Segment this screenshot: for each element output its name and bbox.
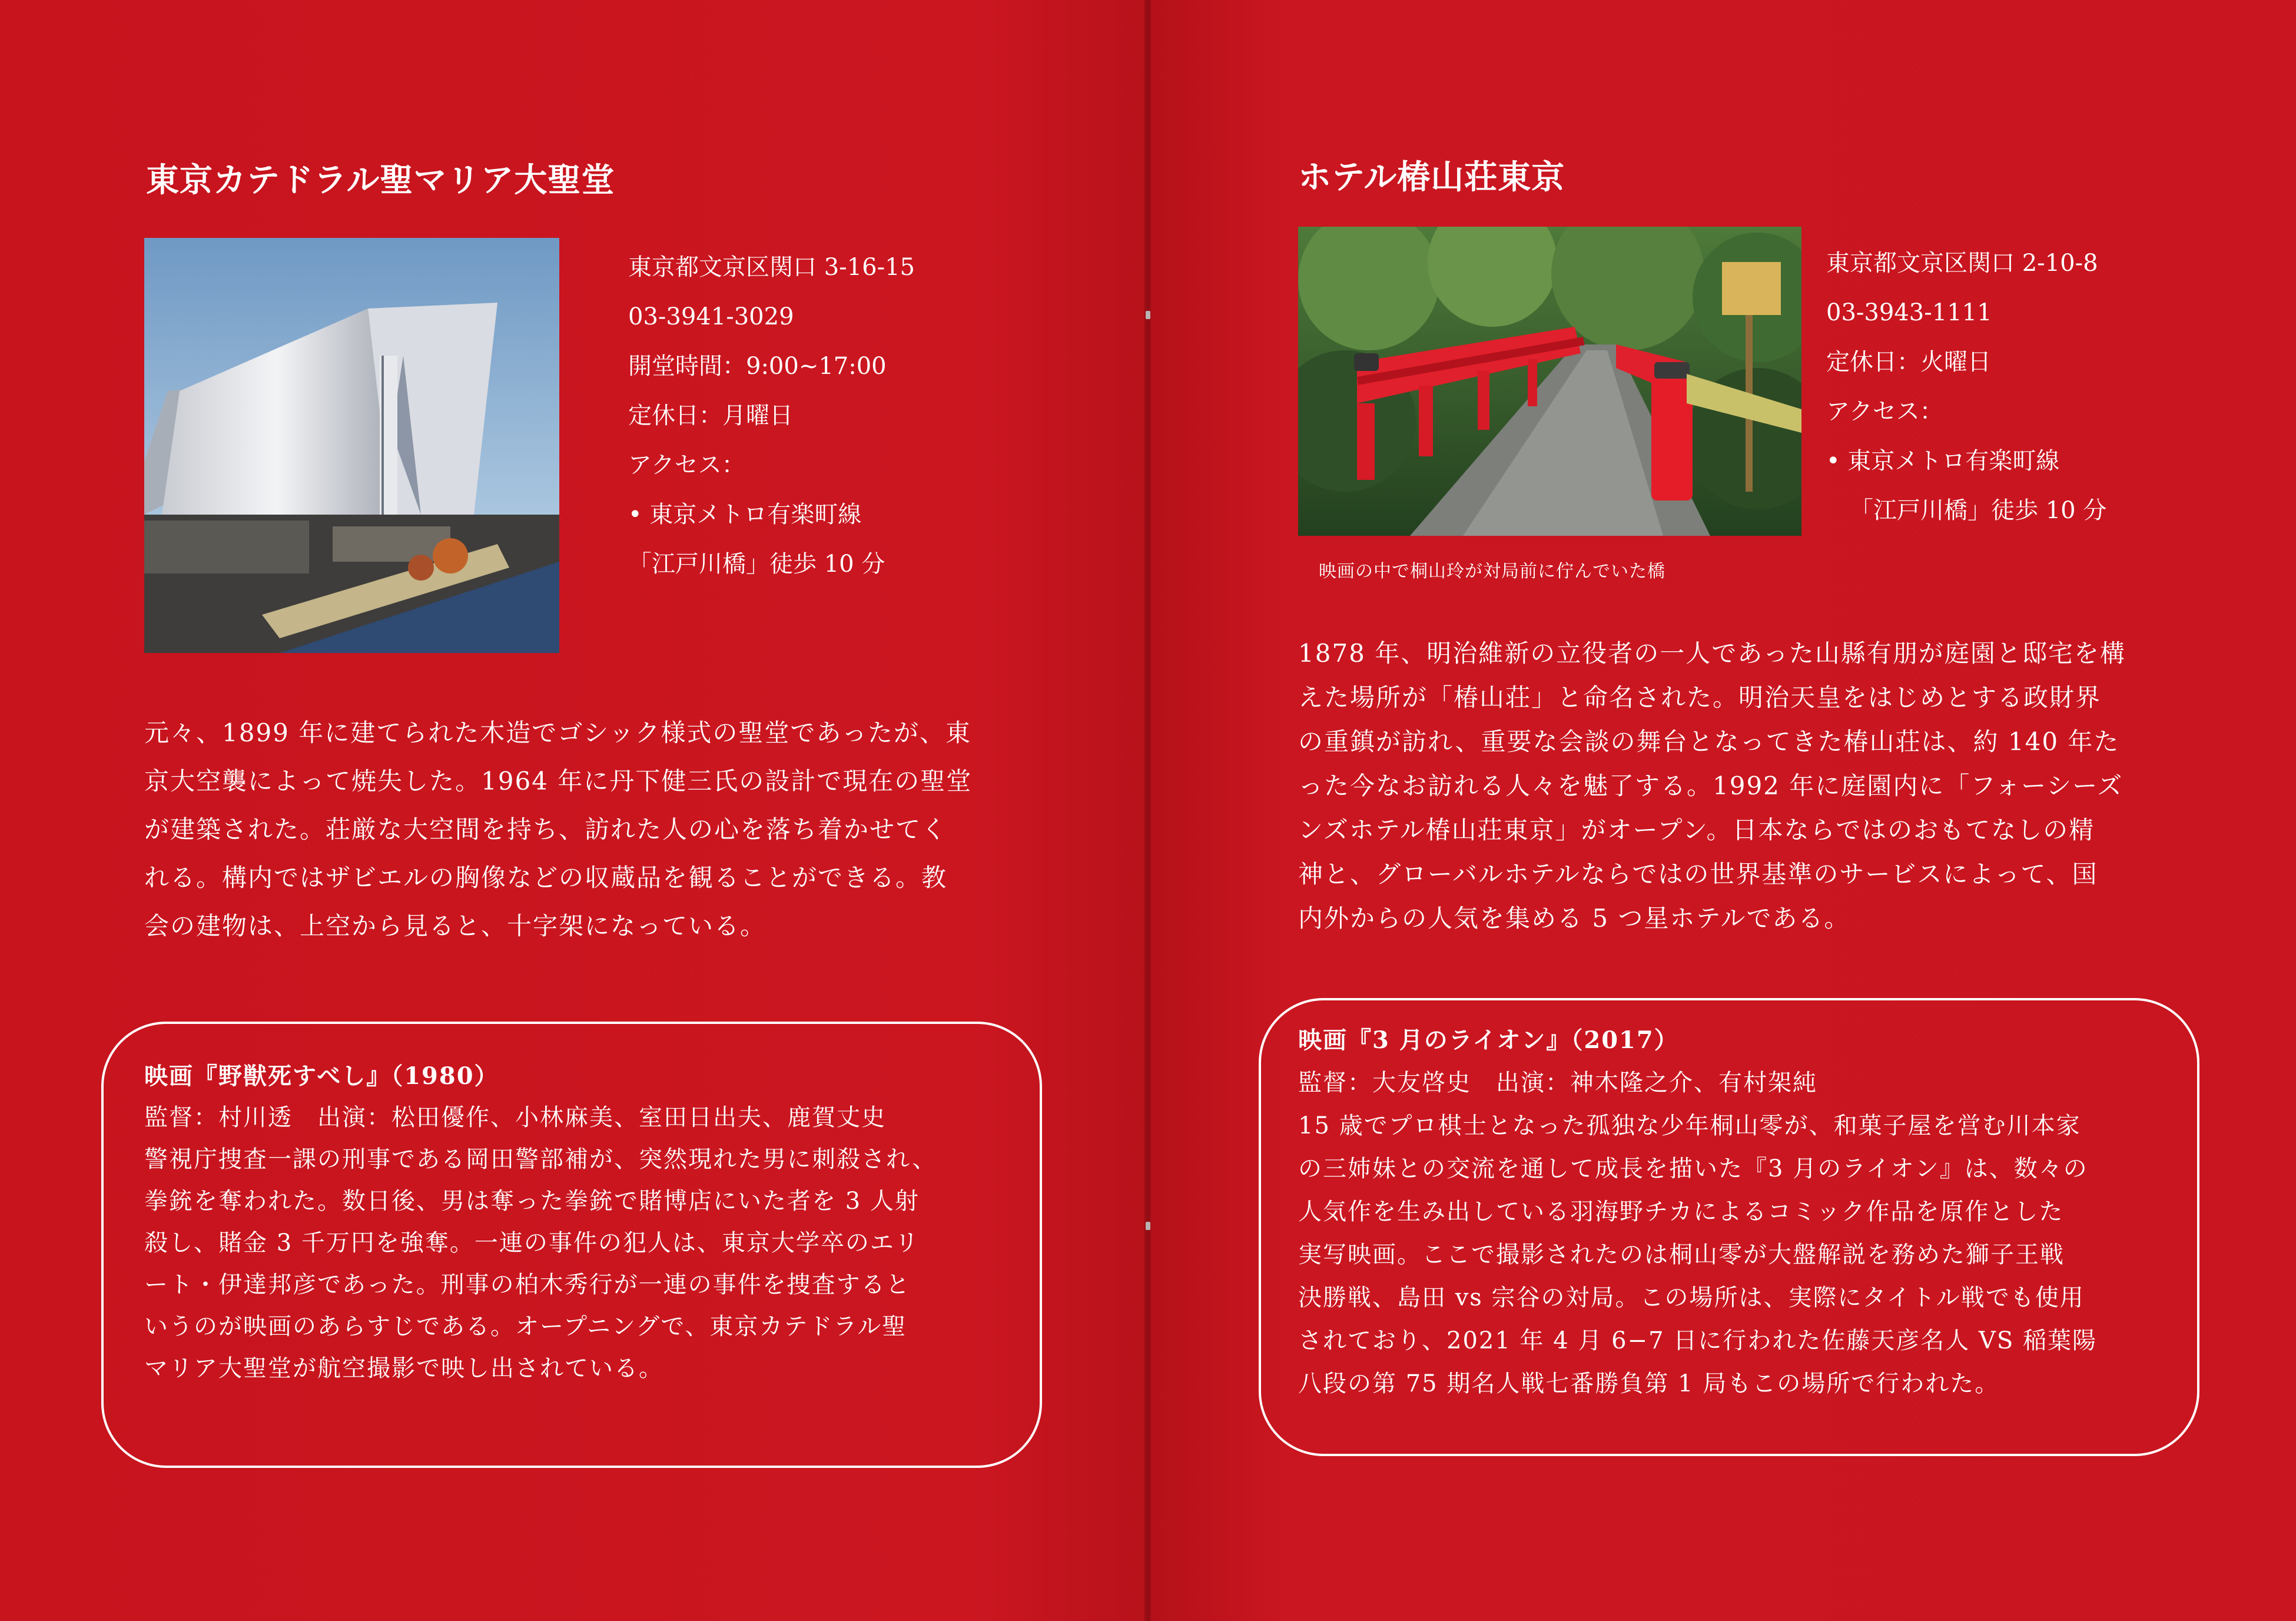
movie-title: 映画『3 月のライオン』（2017） [1298,1026,1679,1054]
access-line: • 東京メトロ有楽町線 [1826,447,2060,475]
movie-line: 警視庁捜査一課の刑事である岡田警部補が、突然現れた男に刺殺され、 [144,1146,937,1173]
paragraph-line: 1878 年、明治維新の立役者の一人であった山縣有朋が庭園と邸宅を構 [1298,639,2126,668]
movie-line: 拳銃を奪われた。数日後、男は奪った拳銃で賭博店にいた者を 3 人射 [144,1188,920,1215]
movie-line: の三姉妹との交流を通して成長を描いた『3 月のライオン』は、数々の [1298,1155,2088,1182]
cathedral-photo [144,238,559,653]
paragraph-line: が建築された。荘厳な大空間を持ち、訪れた人の心を落ち着かせてく [144,815,948,844]
paragraph-line: 内外からの人気を集める 5 つ星ホテルである。 [1298,904,1850,933]
closed-day: 定休日：月曜日 [628,402,793,429]
photo-caption: 映画の中で桐山玲が対局前に佇んでいた橋 [1319,561,1665,582]
movie-line: 殺し、賭金 3 千万円を強奪。一連の事件の犯人は、東京大学卒のエリ [144,1229,920,1257]
paragraph-line: 神と、グローバルホテルならではの世界基準のサービスによって、国 [1298,860,2098,889]
staple-top [1146,311,1150,319]
movie-line: ート・伊達邦彦であった。刑事の柏木秀行が一連の事件を捜査すると [144,1271,911,1298]
access-station: 「江戸川橋」徒歩 10 分 [1850,497,2107,524]
right-page [1151,0,2296,1621]
movie-line: 15 歳でプロ棋士となった孤独な少年桐山零が、和菓子屋を営む川本家 [1298,1112,2081,1139]
access-line: • 東京メトロ有楽町線 [628,501,862,528]
access-label: アクセス： [628,452,745,479]
movie-line: 監督：村川透 出演：松田優作、小林麻美、室田日出夫、鹿賀丈史 [144,1104,886,1131]
movie-line: 実写映画。ここで撮影されたのは桐山零が大盤解説を務めた獅子王戦 [1298,1241,2065,1268]
paragraph-line: った今なお訪れる人々を魅了する。1992 年に庭園内に「フォーシーズ [1298,771,2124,800]
cathedral-description [144,709,972,950]
paragraph-line: ンズホテル椿山荘東京」がオープン。日本ならではのおもてなしの精 [1298,816,2095,844]
paragraph-line: 京大空襲によって焼失した。1964 年に丹下健三氏の設計で現在の聖堂 [144,767,973,795]
movie-info-right [1298,1019,2097,1405]
cathedral-title: 東京カテドラル聖マリア大聖堂 [146,161,615,200]
paragraph-line: れる。構内ではザビエルの胸像などの収蔵品を観ることができる。教 [144,863,948,892]
hotel-title: ホテル椿山荘東京 [1298,158,1565,197]
phone: 03-3941-3029 [628,303,794,330]
left-page [0,0,1145,1621]
movie-title: 映画『野獣死すべし』（1980） [144,1062,499,1090]
access-station: 「江戸川橋」徒歩 10 分 [628,551,885,578]
movie-line: 監督：大友啓史 出演：神木隆之介、有村架純 [1298,1069,1817,1096]
address: 東京都文京区関口 2-10-8 [1826,250,2098,277]
movie-line: いうのが映画のあらすじである。オープニングで、東京カテドラル聖 [144,1313,907,1340]
paragraph-line: えた場所が「椿山荘」と命名された。明治天皇をはじめとする政財界 [1298,683,2102,712]
movie-line: マリア大聖堂が航空撮影で映し出されている。 [144,1355,663,1382]
movie-info-left [144,1055,937,1390]
opening-hours: 開堂時間：9:00~17:00 [628,353,887,380]
access-label: アクセス： [1826,398,1943,425]
hotel-description [1298,631,2126,940]
paragraph-line: 元々、1899 年に建てられた木造でゴシック様式の聖堂であったが、東 [144,718,971,747]
address: 東京都文京区関口 3-16-15 [628,254,915,281]
movie-line: 決勝戦、島田 vs 宗谷の対局。この場所は、実際にタイトル戦でも使用 [1298,1284,2085,1311]
phone: 03-3943-1111 [1826,299,1992,326]
staple-bottom [1146,1222,1150,1230]
cathedral-info [628,243,915,589]
movie-line: 人気作を生み出している羽海野チカによるコミック作品を原作とした [1298,1198,2064,1225]
movie-line: 八段の第 75 期名人戦七番勝負第 1 局もこの場所で行われた。 [1298,1370,2000,1397]
paragraph-line: 会の建物は、上空から見ると、十字架になっている。 [144,911,767,940]
hotel-info [1826,238,2106,535]
paragraph-line: の重鎮が訪れ、重要な会談の舞台となってきた椿山荘は、約 140 年た [1298,727,2120,756]
movie-line: されており、2021 年 4 月 6−7 日に行われた佐藤天彦名人 VS 稲葉陽 [1298,1327,2097,1354]
closed-day: 定休日：火曜日 [1826,349,1991,376]
bridge-photo [1298,227,1801,536]
